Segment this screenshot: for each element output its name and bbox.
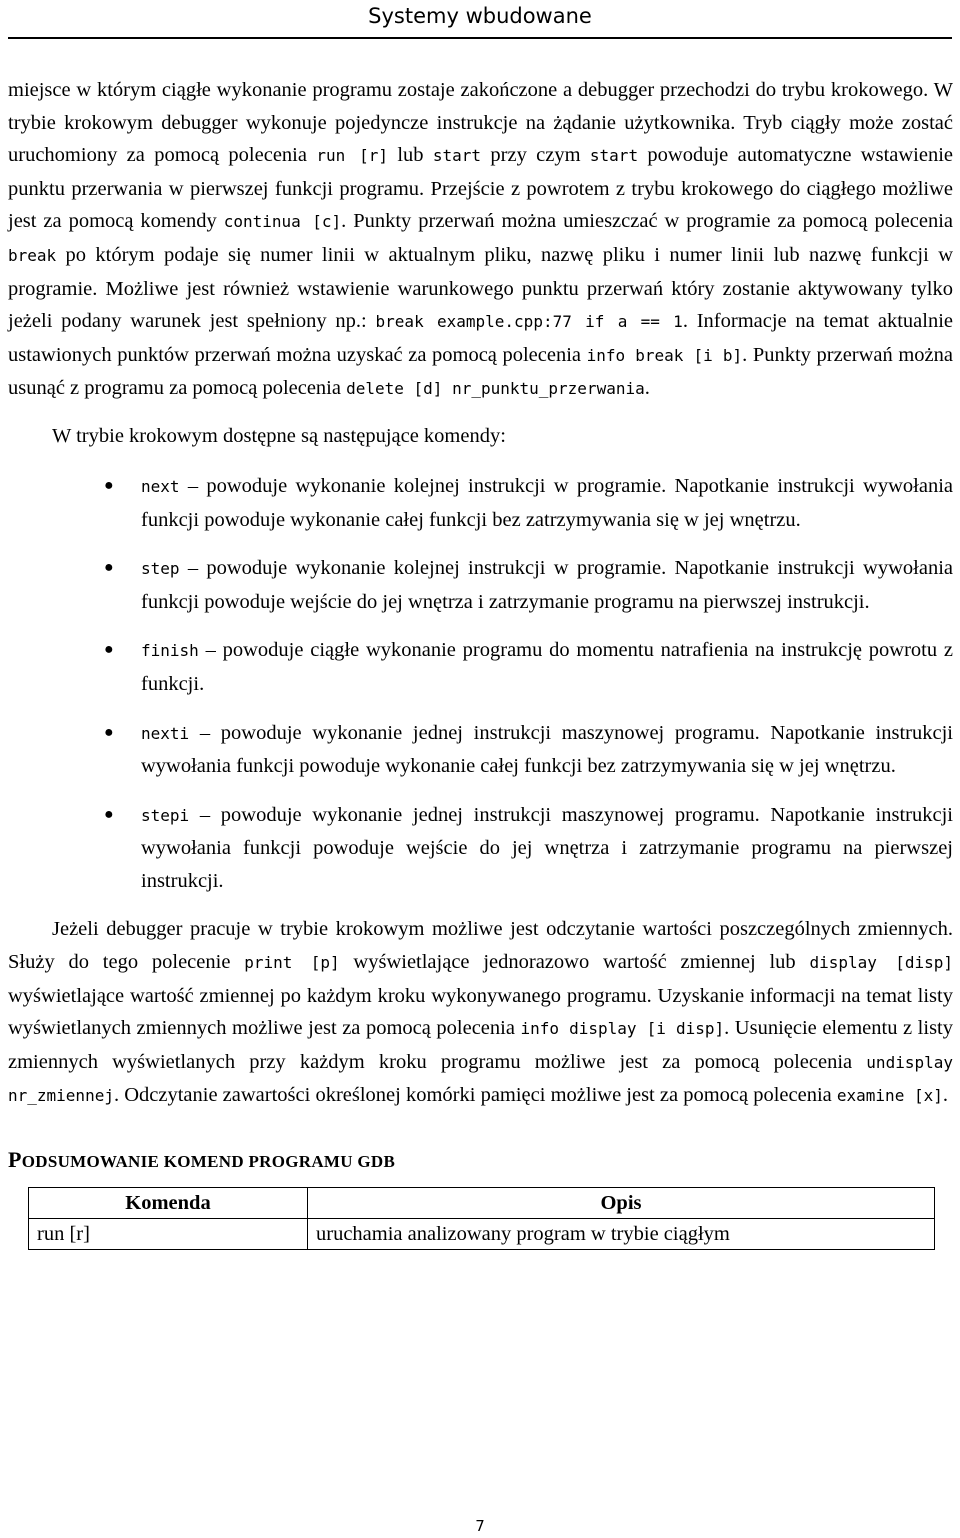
text-run: przy czym (481, 144, 590, 167)
page-footer (0, 1517, 960, 1535)
code-delete: delete [d] nr_punktu_przerwania (346, 379, 645, 399)
list-item (8, 552, 953, 618)
command-name: stepi (141, 805, 190, 825)
code-info-display: info display [i disp] (520, 1019, 725, 1039)
code-examine: examine [x] (836, 1086, 943, 1106)
text-run: lub (387, 144, 433, 167)
section-heading (8, 1147, 953, 1173)
text-run: . Odczytanie zawartości określonej komórki pamięci możliwe jest za pomocą polecenia (113, 1084, 837, 1107)
list-item (8, 470, 953, 536)
code-continua: continua [c] (223, 212, 342, 232)
command-desc: – powoduje wykonanie kolejnej instrukcji w programie. Napotkanie instrukcji wywołania funkcji powoduje wykonanie całej funkcji bez zatrzymywania się w jej wnętrzu. (141, 474, 953, 531)
text-run: powoduje automatyczne wstawienie punktu przerwania w pierwszej funkcji programu. Przejście z powrotem z trybu krokowego do ciągłego możliwe jest za pomocą komendy (8, 144, 954, 233)
commands-intro: W trybie krokowym dostępne są następujące komendy: (52, 424, 506, 447)
commands-list (8, 470, 953, 898)
code-break-if: break example.cpp:77 if a == 1 (375, 312, 683, 332)
command-name: finish (141, 641, 199, 661)
command-desc: – powoduje wykonanie kolejnej instrukcji w programie. Napotkanie instrukcji wywołania funkcji powoduje wejście do jej wnętrza i zatrzymanie programu na pierwszej instrukcji. (141, 557, 953, 613)
command-desc: – powoduje ciągłe wykonanie programu do momentu natrafienia na instrukcję powrotu z funkcji. (141, 639, 953, 695)
column-header: Opis (308, 1188, 935, 1219)
command-name: nexti (141, 723, 190, 743)
code-run: run [r] (316, 146, 388, 166)
table-header-row (29, 1188, 935, 1219)
bullet-icon: ● (104, 641, 114, 659)
paragraph-variables (8, 913, 953, 1113)
text-run: po którym podaje się numer linii w aktualnym pliku, nazwę pliku i numer linii lub nazwę funkcji w programie. Możliwe jest również wstawienie warunkowego punktu przerwań który zostanie aktywowany tylko jeżeli podany warunek jest spełniony np.: (8, 243, 953, 333)
code-start: start (589, 146, 639, 166)
code-display: display [disp] (809, 953, 954, 973)
section-initial: P (8, 1147, 22, 1173)
code-info-break: info break [i b] (586, 345, 743, 365)
page-header (0, 0, 960, 39)
bullet-icon: ● (104, 559, 114, 577)
code-print: print [p] (244, 953, 340, 973)
page-number: 7 (475, 1517, 485, 1535)
bullet-icon: ● (104, 805, 114, 823)
code-undisplay: undisplay nr_zmiennej (8, 1052, 953, 1106)
command-name: step (141, 559, 180, 579)
header-rule (8, 37, 952, 39)
text-run: wyświetlające jednorazowo wartość zmiennej lub (339, 951, 810, 974)
text-run: . Informacje na temat aktualnie ustawionych punktów przerwań można uzyskać za pomocą polecenia (8, 310, 954, 366)
text-run: . Punkty przerwań można usunąć z programu za pomocą polecenia (8, 343, 954, 400)
command-desc: – powoduje wykonanie jednej instrukcji maszynowej programu. Napotkanie instrukcji wywołania funkcji powoduje wejście do jej wnętrza i zatrzymanie programu na pierwszej instrukcji. (141, 803, 953, 892)
text-run: . Usunięcie elementu z listy zmiennych wyświetlanych przy każdym kroku programu możliwe jest za pomocą polecenia (8, 1017, 953, 1073)
text-run: Jeżeli debugger pracuje w trybie krokowym możliwe jest odczytanie wartości poszczególnych zmiennych. Służy do tego polecenie (8, 918, 953, 974)
text-run: . Punkty przerwań można umieszczać w programie za pomocą polecenia (341, 210, 953, 233)
table-cell: uruchamia analizowany program w trybie ciągłym (308, 1219, 935, 1250)
table-row (29, 1219, 935, 1250)
text-run: . (644, 377, 650, 400)
table-cell: run [r] (29, 1219, 308, 1250)
commands-table (28, 1187, 935, 1250)
text-run: miejsce w którym ciągłe wykonanie programu zostaje zakończone a debugger przechodzi do trybu krokowego. W trybie krokowym debugger wykonuje pojedyncze instrukcje na żądanie użytkownika. Tryb ciągły może zostać uruchomiony za pomocą polecenia (8, 79, 953, 167)
text-run: wyświetlające wartość zmiennej po każdym kroku wykonywanego programu. Uzyskanie informacji na temat listy wyświetlanych zmiennych możliwe jest za pomocą polecenia (8, 984, 953, 1040)
command-desc: – powoduje wykonanie jednej instrukcji maszynowej programu. Napotkanie instrukcji wywołania funkcji powoduje wykonanie całej funkcji bez zatrzymywania się w jej wnętrzu. (141, 721, 953, 778)
text-run: . (942, 1084, 948, 1107)
list-item (8, 717, 953, 783)
list-item (8, 799, 953, 898)
code-start: start (432, 146, 482, 166)
command-name: next (141, 476, 180, 496)
column-header: Komenda (29, 1188, 308, 1219)
list-item (8, 634, 953, 700)
bullet-icon: ● (104, 476, 114, 494)
bullet-icon: ● (104, 723, 114, 741)
paragraph-breakpoints (8, 74, 953, 406)
page-content (8, 74, 953, 1250)
code-break: break (8, 245, 57, 265)
section-rest: ODSUMOWANIE KOMEND PROGRAMU GDB (21, 1152, 396, 1172)
header-title: Systemy wbudowane (368, 4, 592, 28)
